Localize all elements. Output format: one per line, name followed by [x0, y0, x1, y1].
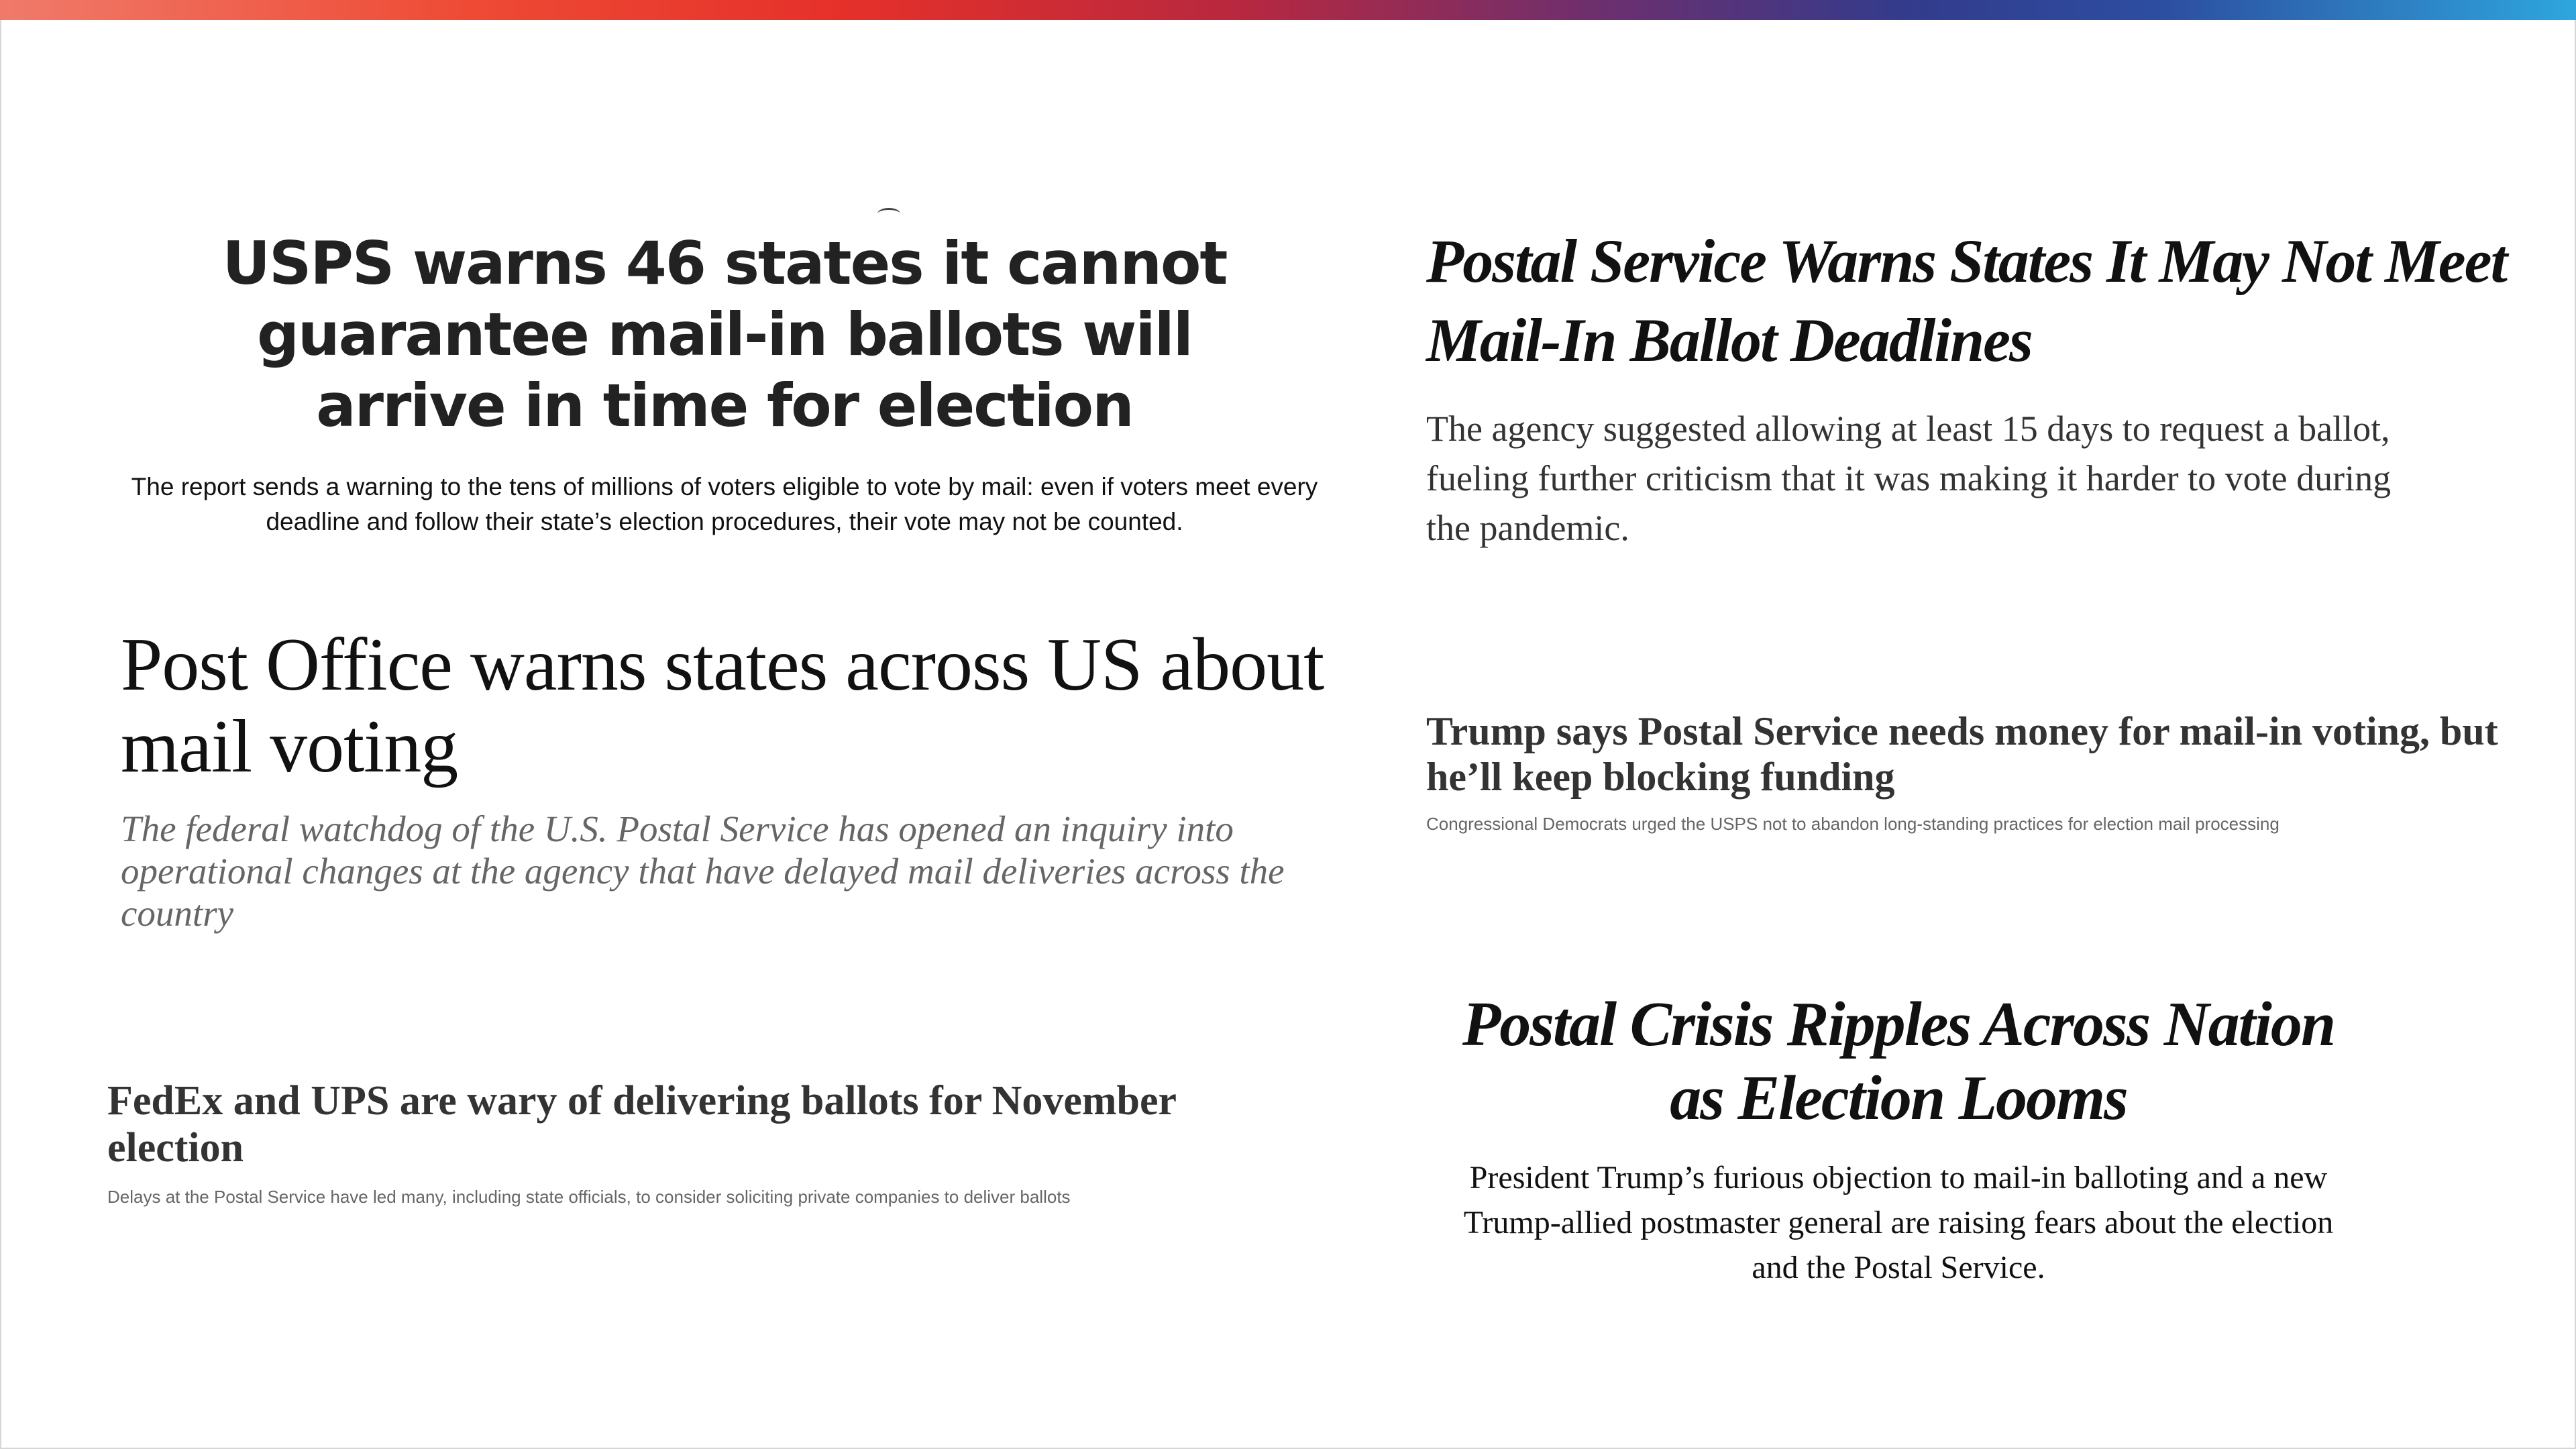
headline-title: USPS warns 46 states it cannot guarantee mail-in ballots will arrive in time for election: [222, 229, 1227, 440]
headline-summary: Congressional Democrats urged the USPS not to abandon long-standing practices for election mail processing: [1426, 814, 2279, 834]
headline-title: Postal Service Warns States It May Not Meet Mail-In Ballot Deadlines: [1426, 227, 2507, 374]
headline-title: Postal Crisis Ripples Across Nation as Election Looms: [1462, 989, 2335, 1133]
headline-card-usps-46-states: [101, 228, 1348, 539]
headline-card-postal-crisis: [1429, 987, 2368, 1290]
headline-summary: The report sends a warning to the tens of millions of voters eligible to vote by mail: even if voters meet every deadline and follow their state’s election procedures, their vote may not be counted.: [131, 473, 1318, 535]
headline-card-fedex-ups: [107, 1077, 1355, 1208]
cropped-text-fragment: [877, 208, 900, 219]
headline-summary: The federal watchdog of the U.S. Postal Service has opened an inquiry into operational changes at the agency that have delayed mail deliveries across the country: [121, 808, 1285, 934]
frame-border-left: [0, 20, 1, 1449]
headline-summary: The agency suggested allowing at least 15 days to request a ballot, fueling further criticism that it was making it harder to vote during the pandemic.: [1426, 409, 2392, 548]
headline-summary: President Trump’s furious objection to mail-in balloting and a new Trump-allied postmaster general are raising fears about the election and the Postal Service.: [1463, 1160, 2334, 1285]
headline-title: FedEx and UPS are wary of delivering ballots for November election: [107, 1078, 1176, 1171]
top-gradient-bar: [0, 0, 2576, 20]
headline-title: Trump says Postal Service needs money for mail-in voting, but he’ll keep blocking funding: [1426, 709, 2498, 799]
headline-card-postal-service-warns: [1426, 221, 2526, 553]
headline-card-post-office-warns: [121, 624, 1368, 934]
headline-title: Post Office warns states across US about mail voting: [121, 623, 1324, 788]
headline-summary: Delays at the Postal Service have led many, including state officials, to consider soliciting private companies to deliver ballots: [107, 1187, 1071, 1207]
headline-card-trump-funding: [1426, 708, 2533, 835]
